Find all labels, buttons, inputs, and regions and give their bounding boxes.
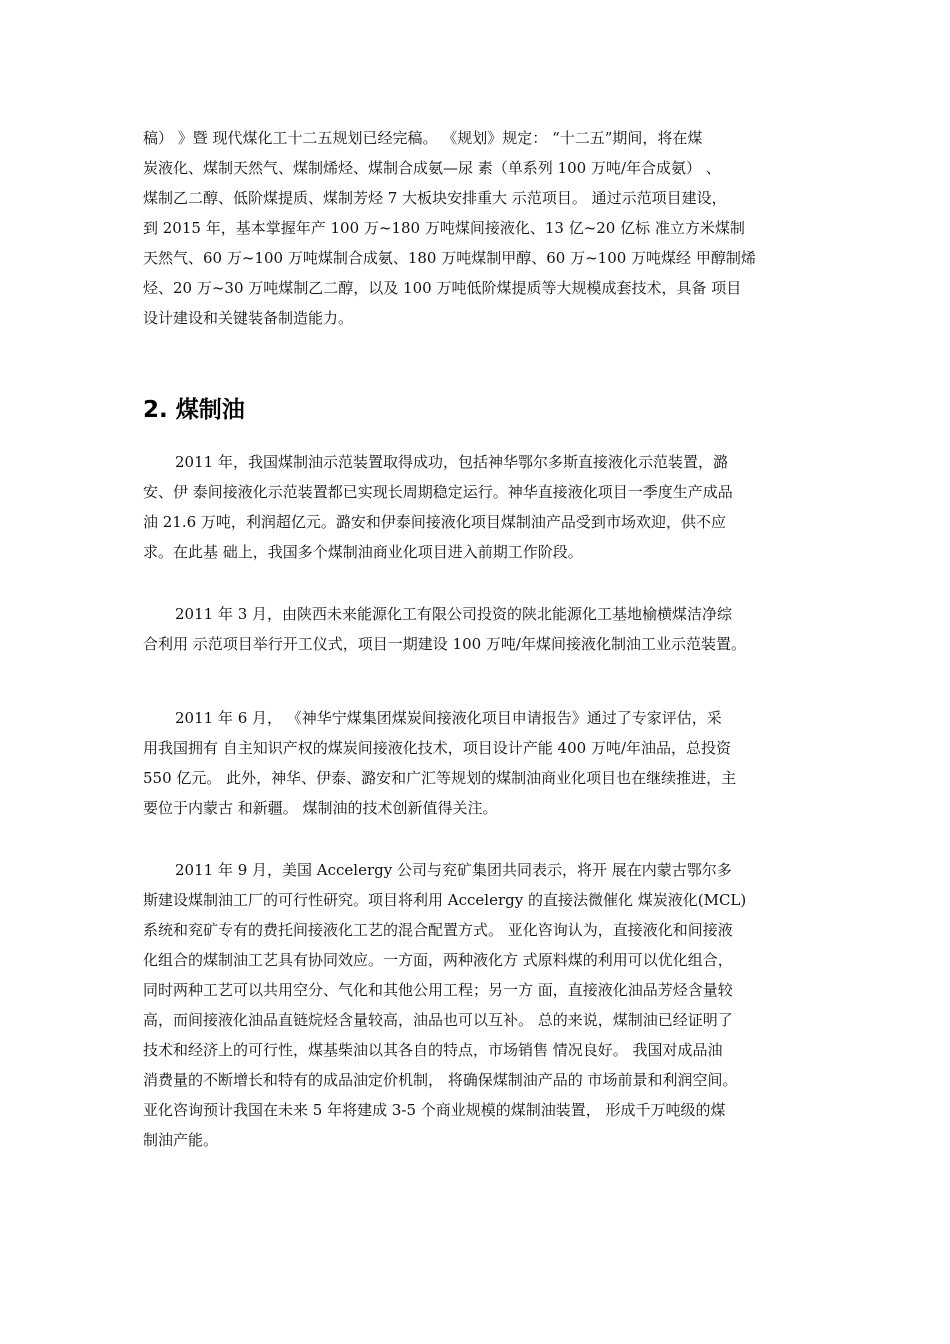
intro-paragraph xyxy=(143,123,823,333)
paragraph-3 xyxy=(143,703,823,823)
para2-line-2: 合利用 示范项目举行开工仪式，项目一期建设 100 万吨/年煤间接液化制油工业示范装置。 xyxy=(143,635,746,653)
paragraph-1 xyxy=(143,447,823,567)
paragraph-2 xyxy=(143,599,823,659)
para4-line-3: 系统和兖矿专有的费托间接液化工艺的混合配置方式。 亚化咨询认为，直接液化和间接液 xyxy=(143,921,733,939)
para3-line-1: 2011 年 6 月， 《神华宁煤集团煤炭间接液化项目申请报告》通过了专家评估，采 xyxy=(175,709,722,727)
intro-line-1: 稿） 》暨 现代煤化工十二五规划已经完稿。 《规划》规定： “十二五”期间，将在煤 xyxy=(143,129,703,147)
para4-line-10: 制油产能。 xyxy=(143,1131,219,1149)
intro-line-7: 设计建设和关键装备制造能力。 xyxy=(143,309,354,327)
para4-line-6: 高，而间接液化油品直链烷烃含量较高，油品也可以互补。 总的来说，煤制油已经证明了 xyxy=(143,1011,733,1029)
para4-line-7: 技术和经济上的可行性，煤基柴油以其各自的特点，市场销售 情况良好。 我国对成品油 xyxy=(143,1041,723,1059)
para1-line-2: 安、伊 泰间接液化示范装置都已实现长周期稳定运行。神华直接液化项目一季度生产成品 xyxy=(143,483,733,501)
para4-line-9: 亚化咨询预计我国在未来 5 年将建成 3-5 个商业规模的煤制油装置， 形成千万吨级的煤 xyxy=(143,1101,726,1119)
section-heading: 2. 煤制油 xyxy=(143,397,245,423)
para4-line-8: 消费量的不断增长和特有的成品油定价机制， 将确保煤制油产品的 市场前景和利润空间。 xyxy=(143,1071,738,1089)
para3-line-4: 要位于内蒙古 和新疆。 煤制油的技术创新值得关注。 xyxy=(143,799,498,817)
intro-line-4: 到 2015 年，基本掌握年产 100 万~180 万吨煤间接液化、13 亿~20 亿标 准立方米煤制 xyxy=(143,219,745,237)
intro-line-2: 炭液化、煤制天然气、煤制烯烃、煤制合成氨—尿 素（单系列 100 万吨/年合成氨） 、 xyxy=(143,159,721,177)
para3-line-2: 用我国拥有 自主知识产权的煤炭间接液化技术，项目设计产能 400 万吨/年油品，总投资 xyxy=(143,739,731,757)
para4-line-1: 2011 年 9 月，美国 Accelergy 公司与兖矿集团共同表示，将开 展在内蒙古鄂尔多 xyxy=(175,861,732,879)
para1-line-3: 油 21.6 万吨，利润超亿元。潞安和伊泰间接液化项目煤制油产品受到市场欢迎，供不应 xyxy=(143,513,726,531)
intro-line-5: 天然气、60 万~100 万吨煤制合成氨、180 万吨煤制甲醇、60 万~100 万吨煤经 甲醇制烯 xyxy=(143,249,756,267)
intro-line-3: 煤制乙二醇、低阶煤提质、煤制芳烃 7 大板块安排重大 示范项目。 通过示范项目建设， xyxy=(143,189,727,207)
para4-line-5: 同时两种工艺可以共用空分、气化和其他公用工程；另一方 面，直接液化油品芳烃含量较 xyxy=(143,981,733,999)
para3-line-3: 550 亿元。 此外，神华、伊泰、潞安和广汇等规划的煤制油商业化项目也在继续推进，主 xyxy=(143,769,737,787)
para1-line-1: 2011 年，我国煤制油示范装置取得成功，包括神华鄂尔多斯直接液化示范装置，潞 xyxy=(175,453,728,471)
para4-line-4: 化组合的煤制油工艺具有协同效应。一方面，两种液化方 式原料煤的利用可以优化组合， xyxy=(143,951,733,969)
para2-line-1: 2011 年 3 月，由陕西未来能源化工有限公司投资的陕北能源化工基地榆横煤洁净综 xyxy=(175,605,733,623)
paragraph-4 xyxy=(143,855,823,1155)
intro-line-6: 烃、20 万~30 万吨煤制乙二醇，以及 100 万吨低阶煤提质等大规模成套技术，具备 项目 xyxy=(143,279,742,297)
para4-line-2: 斯建设煤制油工厂的可行性研究。项目将利用 Accelergy 的直接法微催化 煤炭液化(MCL) xyxy=(143,891,747,909)
para1-line-4: 求。在此基 础上，我国多个煤制油商业化项目进入前期工作阶段。 xyxy=(143,543,583,561)
